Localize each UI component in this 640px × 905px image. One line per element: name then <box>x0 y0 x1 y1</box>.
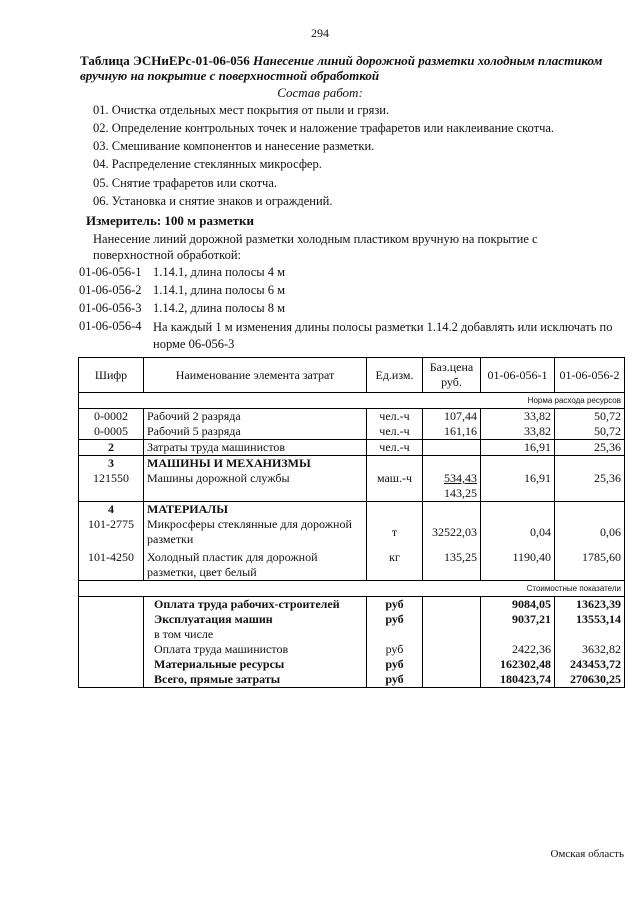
total-name: в том числе <box>144 627 367 642</box>
total-value-1: 9037,21 <box>481 612 555 627</box>
variant-code: 01-06-056-4 <box>79 319 142 333</box>
row-unit: кг <box>367 547 423 581</box>
work-item: 01. Очистка отдельных мест покрытия от пыли и грязи. <box>93 103 390 117</box>
table-row <box>79 409 625 425</box>
description: Нанесение линий дорожной разметки холодным пластиком вручную на покрытие с поверхностной обработкой: <box>93 232 538 262</box>
row-code: 0-0002 <box>79 409 144 425</box>
row-code: 0-0005 <box>79 424 144 440</box>
total-value-1: 162302,48 <box>481 657 555 672</box>
cost-label-row <box>79 581 625 597</box>
row-code: 101-4250 <box>79 547 144 581</box>
table-row <box>79 547 625 581</box>
total-unit: руб <box>367 672 423 688</box>
table-header-row <box>79 358 625 393</box>
norm-label-row <box>79 393 625 409</box>
row-price: 135,25 <box>423 547 481 581</box>
work-item: 06. Установка и снятие знаков и ограждений. <box>93 194 333 208</box>
section-name: МАТЕРИАЛЫ <box>144 502 367 518</box>
total-unit: руб <box>367 657 423 672</box>
row-name: Затраты труда машинистов <box>144 440 367 456</box>
total-row <box>79 672 625 688</box>
variant-code: 01-06-056-2 <box>79 283 142 297</box>
header-code: Шифр <box>79 358 144 393</box>
header-unit: Ед.изм. <box>367 358 423 393</box>
total-row <box>79 597 625 613</box>
header-variant-1: 01-06-056-1 <box>481 358 555 393</box>
work-item: 02. Определение контрольных точек и наложение трафаретов или наклеивание скотча. <box>93 121 555 135</box>
total-value-2: 243453,72 <box>555 657 625 672</box>
row-price: 161,16 <box>423 424 481 440</box>
row-value-1: 16,91 <box>481 440 555 456</box>
row-value-1: 16,91 <box>481 471 555 502</box>
norm-label: Норма расхода ресурсов <box>79 393 625 409</box>
total-value-2: 3632,82 <box>555 642 625 657</box>
header-name: Наименование элемента затрат <box>144 358 367 393</box>
row-price-secondary: 143,25 <box>444 486 477 500</box>
row-value-1: 33,82 <box>481 409 555 425</box>
row-value-2: 1785,60 <box>555 547 625 581</box>
total-row <box>79 612 625 627</box>
section-name: МАШИНЫ И МЕХАНИЗМЫ <box>144 456 367 472</box>
total-unit: руб <box>367 597 423 613</box>
total-value-2: 13623,39 <box>555 597 625 613</box>
row-value-2: 50,72 <box>555 409 625 425</box>
variant-text: 1.14.1, длина полосы 6 м <box>153 283 286 297</box>
row-value-1: 1190,40 <box>481 547 555 581</box>
total-row <box>79 657 625 672</box>
row-value-1: 33,82 <box>481 424 555 440</box>
row-name: Рабочий 5 разряда <box>144 424 367 440</box>
row-code: 101-2775 <box>79 517 144 547</box>
total-value-2: 13553,14 <box>555 612 625 627</box>
row-unit: чел.-ч <box>367 440 423 456</box>
cost-table <box>78 357 625 688</box>
total-value-1: 9084,05 <box>481 597 555 613</box>
header-variant-2: 01-06-056-2 <box>555 358 625 393</box>
row-price: 534,43 <box>444 471 477 485</box>
row-unit: маш.-ч <box>367 471 423 502</box>
cost-label: Стоимостные показатели <box>79 581 625 597</box>
variant-code: 01-06-056-3 <box>79 301 142 315</box>
row-unit: чел.-ч <box>367 424 423 440</box>
table-row <box>79 471 625 502</box>
row-value-1: 0,04 <box>481 517 555 547</box>
row-name: Машины дорожной службы <box>144 471 367 502</box>
total-value-1: 180423,74 <box>481 672 555 688</box>
table-section-row <box>79 502 625 518</box>
measure-unit: Измеритель: 100 м разметки <box>86 213 255 228</box>
row-value-2: 0,06 <box>555 517 625 547</box>
total-row <box>79 627 625 642</box>
row-name: Холодный пластик для дорожной разметки, цвет белый <box>144 547 367 581</box>
work-item: 05. Снятие трафаретов или скотча. <box>93 176 278 190</box>
work-item: 04. Распределение стеклянных микросфер. <box>93 157 322 171</box>
variant-text: 1.14.1, длина полосы 4 м <box>153 265 286 279</box>
section-code: 4 <box>79 502 144 518</box>
total-name: Оплата труда рабочих-строителей <box>144 597 367 613</box>
total-name: Всего, прямые затраты <box>144 672 367 688</box>
table-section-row <box>79 456 625 472</box>
total-value-1: 2422,36 <box>481 642 555 657</box>
row-name: Микросферы стеклянные для дорожной разметки <box>144 517 367 547</box>
total-name: Материальные ресурсы <box>144 657 367 672</box>
row-value-2: 50,72 <box>555 424 625 440</box>
row-value-2: 25,36 <box>555 440 625 456</box>
variant-text: На каждый 1 м изменения длины полосы разметки 1.14.2 добавлять или исключать по норме 06-056-3 <box>153 320 613 351</box>
row-code: 2 <box>79 440 144 456</box>
table-row <box>79 424 625 440</box>
row-name: Рабочий 2 разряда <box>144 409 367 425</box>
table-row <box>79 440 625 456</box>
table-name: Нанесение линий дорожной разметки холодным пластиком вручную на покрытие с поверхностной обработкой <box>80 53 603 83</box>
variant-code: 01-06-056-1 <box>79 265 142 279</box>
total-name: Оплата труда машинистов <box>144 642 367 657</box>
variant-text: 1.14.2, длина полосы 8 м <box>153 301 286 315</box>
total-unit: руб <box>367 612 423 627</box>
row-price <box>423 440 481 456</box>
table-code: Таблица ЭСНиЕРс-01-06-056 <box>80 53 250 68</box>
row-unit: т <box>367 517 423 547</box>
row-unit: чел.-ч <box>367 409 423 425</box>
table-row <box>79 517 625 547</box>
region-label: Омская область <box>550 848 624 860</box>
total-row <box>79 642 625 657</box>
row-price: 32522,03 <box>423 517 481 547</box>
total-value-2: 270630,25 <box>555 672 625 688</box>
page-number: 294 <box>311 26 329 40</box>
total-name: Эксплуатация машин <box>144 612 367 627</box>
composition-heading: Состав работ: <box>277 85 363 100</box>
row-code: 121550 <box>79 471 144 502</box>
section-code: 3 <box>79 456 144 472</box>
row-value-2: 25,36 <box>555 471 625 502</box>
work-item: 03. Смешивание компонентов и нанесение разметки. <box>93 139 375 153</box>
table-title <box>80 53 620 83</box>
total-unit: руб <box>367 642 423 657</box>
row-price: 107,44 <box>423 409 481 425</box>
header-base-price: Баз.цена руб. <box>423 358 481 393</box>
